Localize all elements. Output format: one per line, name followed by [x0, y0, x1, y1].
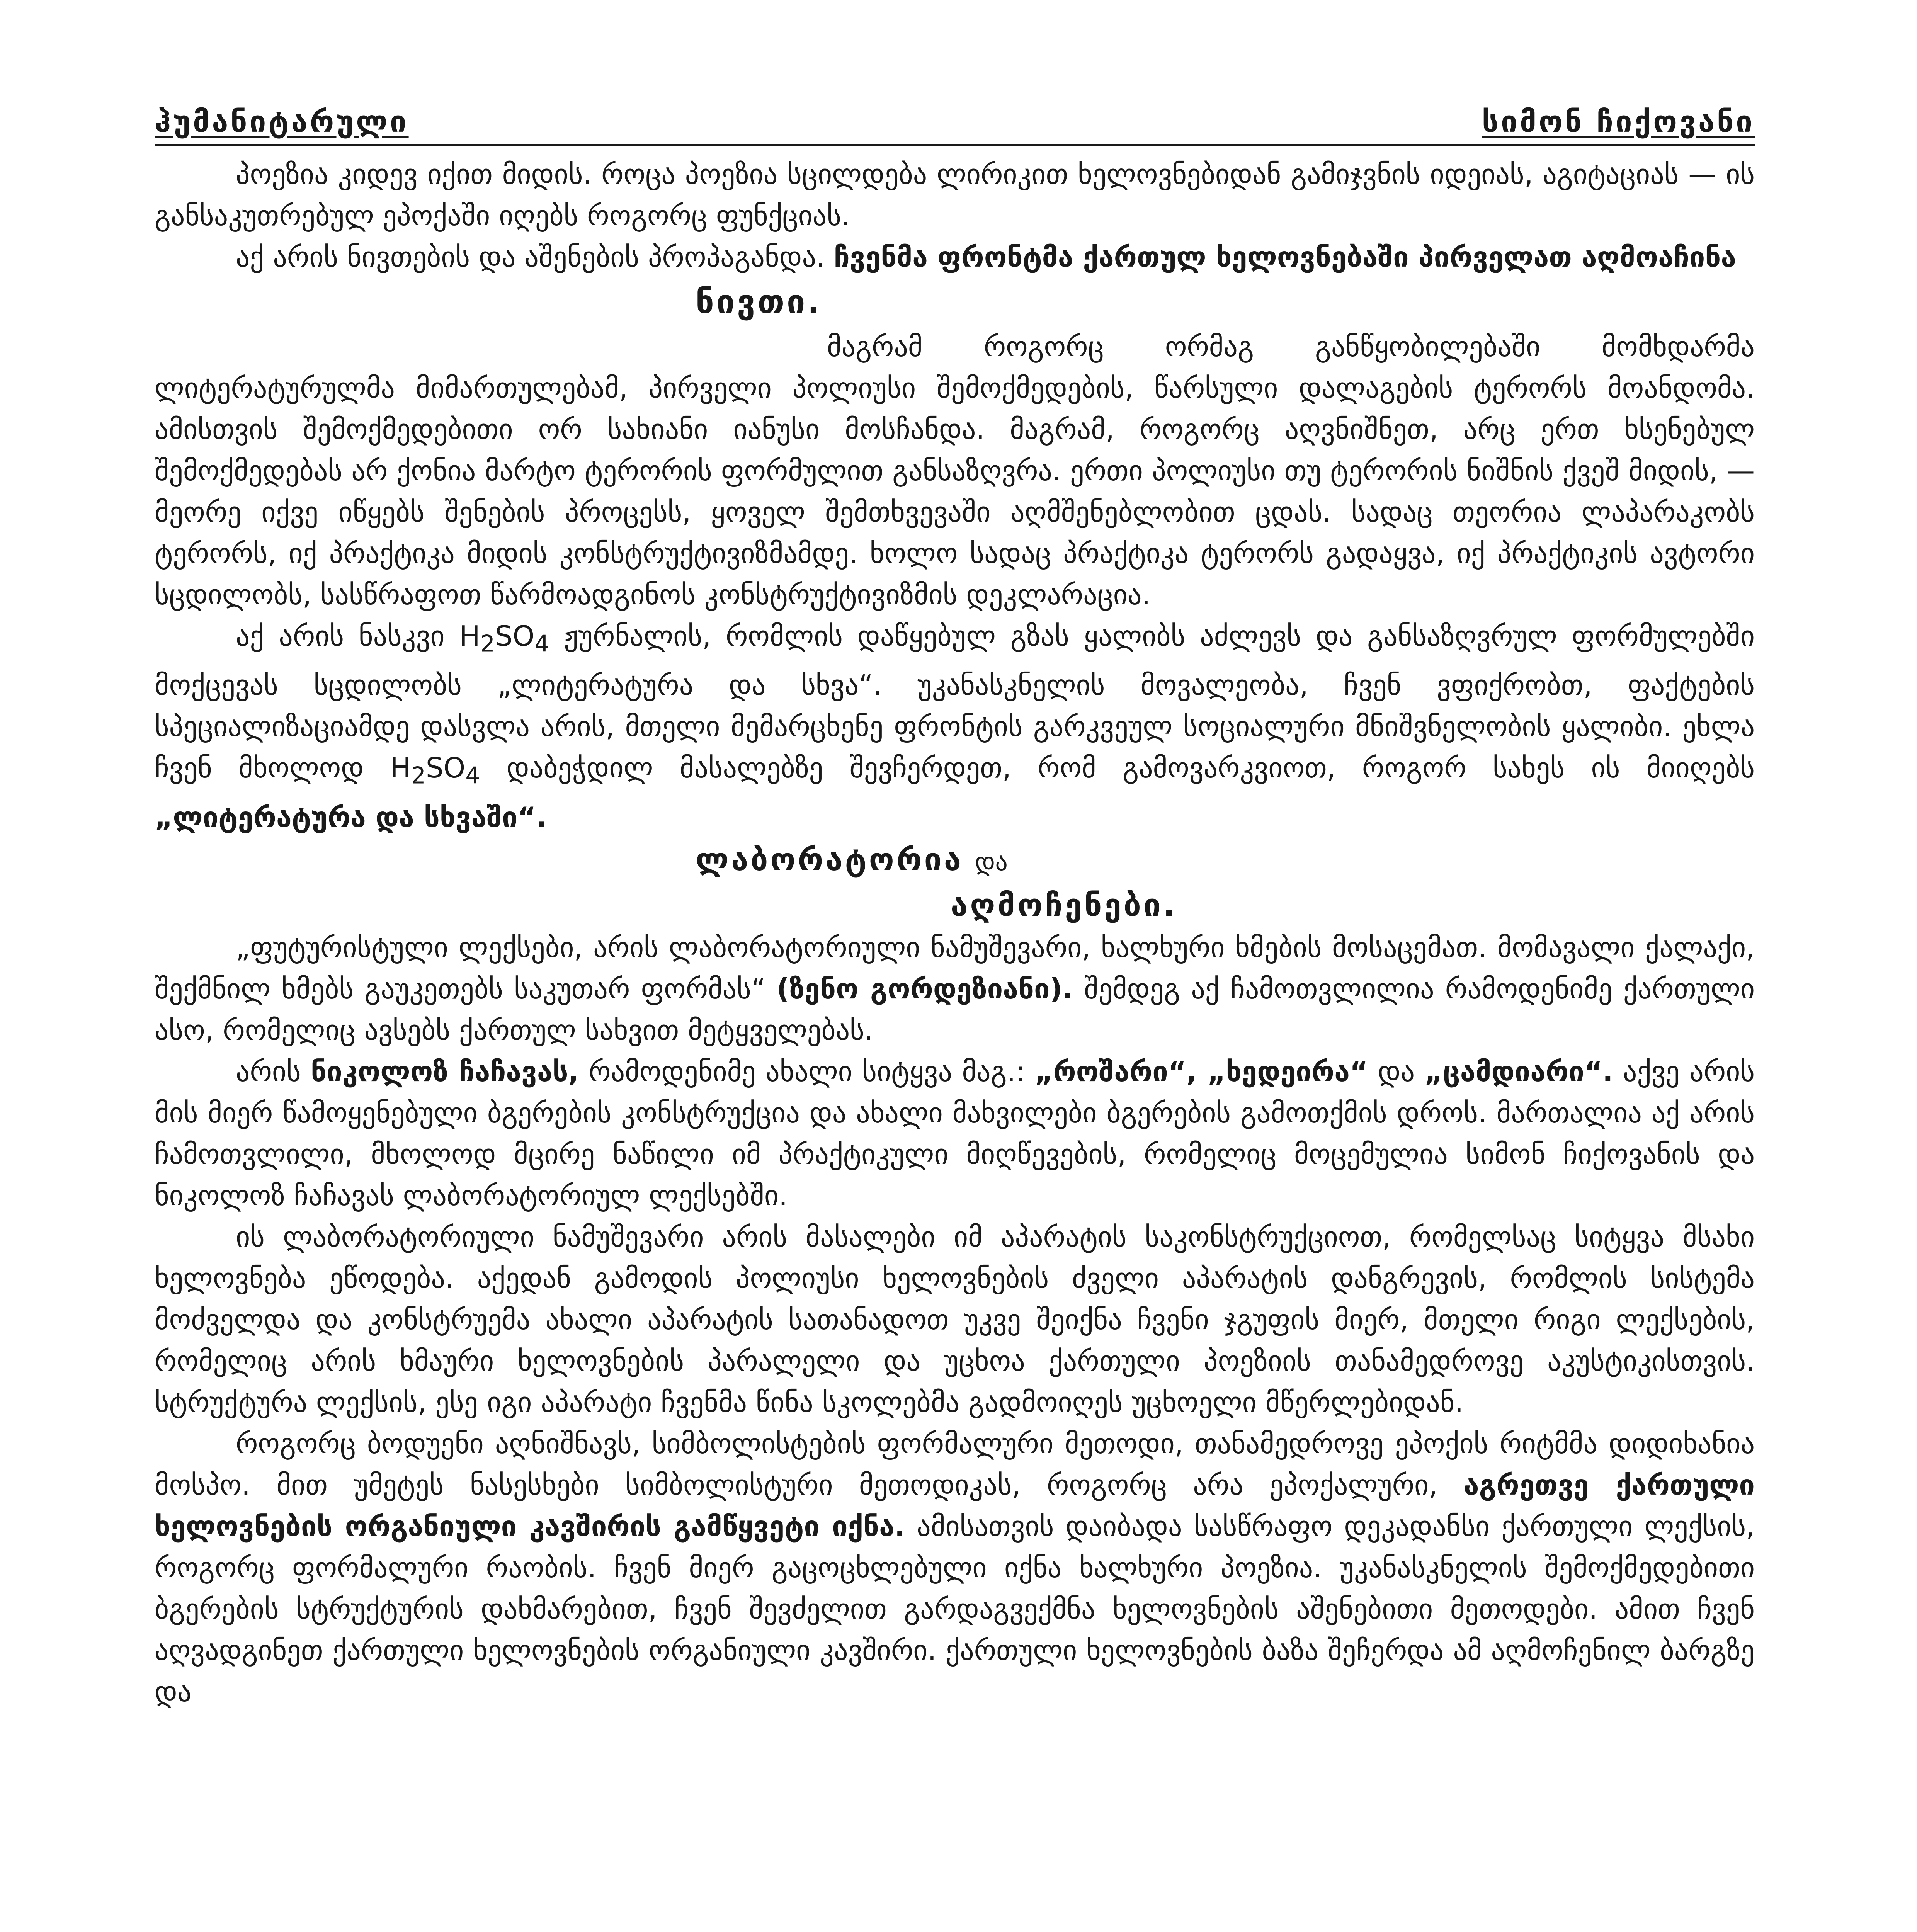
- running-header-left: ჰუმანიტარული: [155, 104, 409, 139]
- paragraph-6: არის ნიკოლოზ ჩაჩავას, რამოდენიმე ახალი სიტყვა მაგ.: „როშარი“, „ხედეირა“ და „ცამდიარი“. აქვე არის მის მიერ წამოყენებული ბგერების კონსტრუქცია და ახალი მახვილები ბგერების გამოთქმის დროს. მართალია აქ არის ჩამოთვლილი, მხოლოდ მცირე ნაწილი იმ პრაქტიკული მიღწევების, რომელიც მოცემულია სიმონ ჩიქოვანის და ნიკოლოზ ჩაჩავას ლაბორატორიულ ლექსებში.: [155, 1055, 1755, 1212]
- paragraph-8: როგორც ბოდუენი აღნიშნავს, სიმბოლისტების ფორმალური მეთოდი, თანამედროვე ეპოქის რიტმმა დიდიხანია მოსპო. მით უმეტეს ნასესხები სიმბოლისტური მეთოდიკას, როგორც არა ეპოქალური, აგრეთვე ქართული ხელოვნების ორგანიული კავშირის გამწყვეტი იქნა. ამისათვის დაიბადა სასწრაფო დეკადანსი ქართული ლექსის, როგორც ფორმალური რაობის. ჩვენ მიერ გაცოცხლებული იქნა ხალხური პოეზია. უკანასკნელის შემოქმედებითი ბგერების სტრუქტურის დახმარებით, ჩვენ შევძელით გარდაგვექმნა ხელოვნების აშენებითი მეთოდები. ამით ჩვენ აღვადგინეთ ქართული ხელოვნების ორგანიული კავშირი. ქართული ხელოვნების ბაზა შეჩერდა ამ აღმოჩენილ ბარგზე და: [155, 1427, 1755, 1708]
- heading-discoveries: აღმოჩენები.: [951, 887, 1177, 923]
- heading-laboratory: ლაბორატორია და: [696, 841, 1008, 878]
- article-body: [155, 154, 1755, 1713]
- bold-emphasis: ჩვენმა ფრონტმა ქართულ ხელოვნებაში პირველათ აღმოაჩინა: [833, 241, 1737, 273]
- paragraph-5: „ფუტურისტული ლექსები, არის ლაბორატორიული ნამუშევარი, ხალხური ხმების მოსაცემათ. მომავალი ქალაქი, შექმნილ ხმებს გაუკეთებს საკუთარ ფორმას“ (ზენო გორდეზიანი). შემდეგ აქ ჩამოთვლილია რამოდენიმე ქართული ასო, რომელიც ავსებს ქართულ სახვით მეტყველებას.: [155, 931, 1755, 1046]
- running-header-right: სიმონ ჩიქოვანი: [1482, 104, 1755, 139]
- bold-emphasis: აგრეთვე ქართული ხელოვნების ორგანიული კავშირის გამწყვეტი იქნა.: [155, 1468, 1755, 1543]
- paragraph-1: პოეზია კიდევ იქით მიდის. როცა პოეზია სცილდება ლირიკით ხელოვნებიდან გამიჯვნის იდეიას, აგიტაციას — ის განსაკუთრებულ ეპოქაში იღებს როგორც ფუნქციას.: [155, 158, 1755, 232]
- formula-h2so4: $H_2SO_4$: [390, 752, 480, 789]
- bold-emphasis: „ცამდიარი“.: [1424, 1055, 1613, 1088]
- bold-emphasis: „ლიტერატურა და სხვაში“.: [155, 801, 547, 833]
- formula-h2so4: $H_2SO_4$: [459, 620, 549, 658]
- bold-emphasis: (ზენო გორდეზიანი).: [776, 972, 1073, 1005]
- bold-emphasis: „როშარი“, „ხედეირა“: [1035, 1055, 1368, 1088]
- header-rule: [155, 144, 1755, 146]
- heading-object: ნივთი.: [696, 283, 822, 321]
- bold-emphasis: ნიკოლოზ ჩაჩავას,: [311, 1055, 579, 1088]
- paragraph-7: ის ლაბორატორიული ნამუშევარი არის მასალები იმ აპარატის საკონსტრუქციოთ, რომელსაც სიტყვა მსახი ხელოვნება ეწოდება. აქედან გამოდის პოლიუსი ხელოვნების ძველი აპარატის დანგრევის, რომლის სისტემა მოძველდა და კონსტრუემა ახალი აპარატის სათანადოთ უკვე შეიქნა ჩვენი ჯგუფის მიერ, მთელი რიგი ლექსების, რომელიც არის ხმაური ხელოვნების პარალელი და უცხოა ქართული პოეზიის თანამედროვე აკუსტიკისთვის. სტრუქტურა ლექსის, ესე იგი აპარატი ჩვენმა წინა სკოლებმა გადმოიღეს უცხოელი მწერლებიდან.: [155, 1220, 1755, 1418]
- paragraph-4: აქ არის ნასკვი $H_2SO_4$ ჟურნალის, რომლის დაწყებულ გზას ყალიბს აძლევს და განსაზღვრულ ფორმულებში მოქცევას სცდილობს „ლიტერატურა და სხვა“. უკანასკნელის მოვალეობა, ჩვენ ვფიქრობთ, ფაქტების სპეციალიზაციამდე დასვლა არის, მთელი მემარცხენე ფრონტის გარკვეულ სოციალური მნიშვნელობის ყალიბი. ეხლა ჩვენ მხოლოდ $H_2SO_4$ დაბეჭდილ მასალებზე შევჩერდეთ, რომ გამოვარკვიოთ, როგორ სახეს ის მიიღებს „ლიტერატურა და სხვაში“.: [155, 620, 1755, 833]
- paragraph-2: აქ არის ნივთების და აშენების პროპაგანდა. ჩვენმა ფრონტმა ქართულ ხელოვნებაში პირველათ აღმოაჩინა: [236, 241, 1737, 273]
- paragraph-3: მაგრამ როგორც ორმაგ განწყობილებაში მომხდარმა ლიტერატურულმა მიმართულებამ, პირველი პოლიუსი შემოქმედების, წარსული დალაგების ტერორს მოანდომა. ამისთვის შემოქმედებითი ორ სახიანი იანუსი მოსჩანდა. მაგრამ, როგორც აღვნიშნეთ, არც ერთ ხსენებულ შემოქმედებას არ ქონია მარტო ტერორის ფორმულით განსაზღვრა. ერთი პოლიუსი თუ ტერორის ნიშნის ქვეშ მიდის, — მეორე იქვე იწყებს შენების პროცესს, ყოველ შემთხვევაში აღმშენებლობით ცდას. სადაც თეორია ლაპარაკობს ტერორს, იქ პრაქტიკა მიდის კონსტრუქტივიზმამდე. ხოლო სადაც პრაქტიკა ტერორს გადაყვა, იქ პრაქტიკის ავტორი სცდილობს, სასწრაფოთ წარმოადგინოს კონსტრუქტივიზმის დეკლარაცია.: [155, 330, 1755, 611]
